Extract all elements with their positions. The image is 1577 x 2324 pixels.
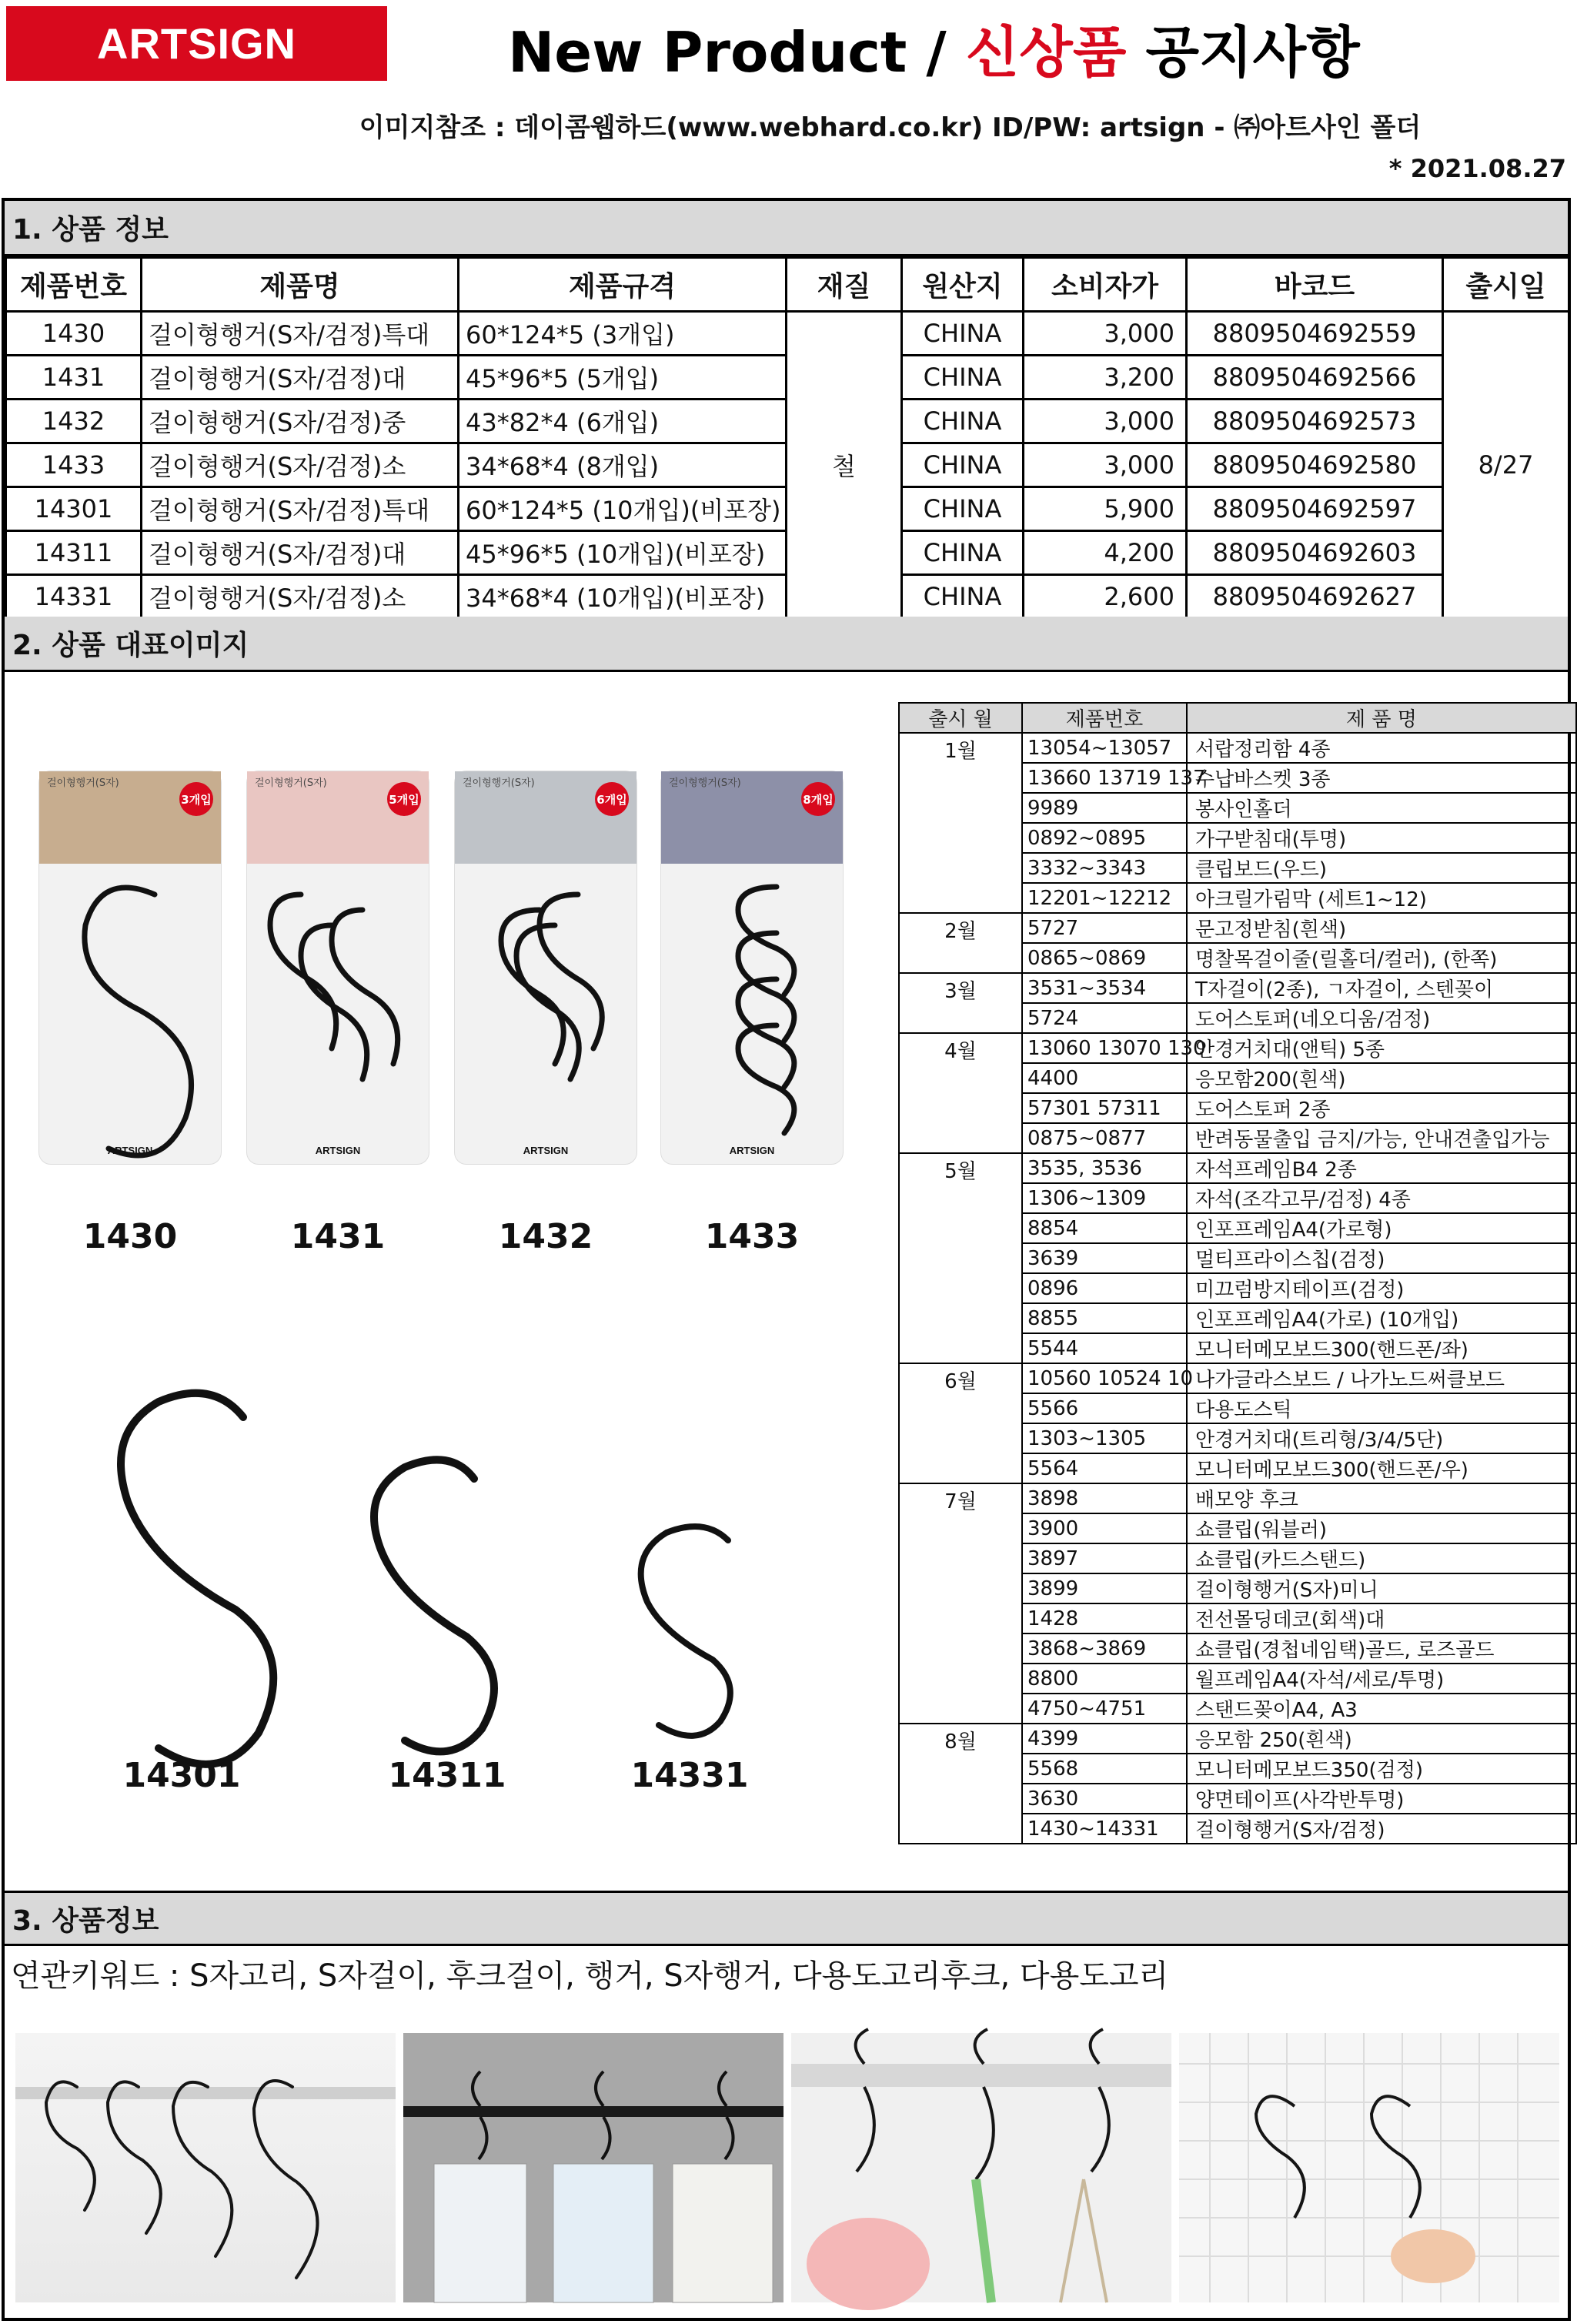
product-table-header-row	[6, 258, 1569, 312]
release-month: 7월	[899, 1483, 1022, 1724]
package-image-1431	[246, 771, 429, 1165]
release-product-name: 서랍정리함 4종	[1187, 733, 1576, 763]
col-header: 제품번호	[6, 258, 142, 312]
s-hook-icon	[605, 1510, 759, 1725]
release-product-number: 1306~1309	[1022, 1183, 1187, 1213]
origin: CHINA	[902, 400, 1024, 443]
s-hook-icon	[39, 864, 222, 1141]
col-header: 재질	[787, 258, 902, 312]
package-photo	[247, 771, 429, 864]
release-product-number: 0892~0895	[1022, 823, 1187, 853]
product-number: 1433	[6, 443, 142, 487]
release-product-number: 5727	[1022, 913, 1187, 943]
release-product-number: 5564	[1022, 1453, 1187, 1483]
barcode: 8809504692566	[1187, 356, 1443, 400]
product-spec: 43*82*4 (6개입)	[459, 400, 787, 443]
release-product-number: 1430~14331	[1022, 1814, 1187, 1844]
origin: CHINA	[902, 356, 1024, 400]
release-product-name: 수납바스켓 3종	[1187, 763, 1576, 793]
release-product-name: 가구받침대(투명)	[1187, 823, 1576, 853]
package-brand: ARTSIGN	[729, 1145, 775, 1156]
loose-code-label: 14301	[122, 1756, 241, 1795]
related-keywords: 연관키워드 : S자고리, S자걸이, 후크걸이, 행거, S자행거, 다용도고리후크, 다용도고리	[11, 1958, 1169, 1994]
package-code-label: 1433	[704, 1217, 800, 1256]
release-month: 4월	[899, 1033, 1022, 1153]
release-product-number: 5724	[1022, 1003, 1187, 1033]
release-month: 3월	[899, 973, 1022, 1033]
release-product-number: 3531~3534	[1022, 973, 1187, 1003]
release-product-name: 다용도스틱	[1187, 1393, 1576, 1423]
s-hook-icon	[661, 864, 844, 1141]
release-month: 8월	[899, 1724, 1022, 1844]
release-product-number: 3900	[1022, 1513, 1187, 1543]
col-header: 소비자가	[1024, 258, 1187, 312]
s-hook-icon	[336, 1433, 520, 1725]
product-name: 걸이형행거(S자/검정)특대	[142, 312, 459, 356]
col-header: 제 품 명	[1187, 703, 1576, 733]
material: 철	[787, 312, 902, 619]
release-product-number: 4400	[1022, 1063, 1187, 1093]
release-product-name: 클립보드(우드)	[1187, 853, 1576, 883]
usage-photo-grid	[1179, 2033, 1559, 2302]
package-photo	[661, 771, 843, 864]
release-product-number: 1303~1305	[1022, 1423, 1187, 1453]
release-month: 1월	[899, 733, 1022, 913]
release-date: 8/27	[1443, 312, 1569, 619]
release-product-number: 3898	[1022, 1483, 1187, 1513]
product-spec: 34*68*4 (10개입)(비포장)	[459, 575, 787, 619]
image-reference-line: 이미지참조 : 데이콤웹하드(www.webhard.co.kr) ID/PW: artsign - ㈜아트사인 폴더	[359, 112, 1422, 143]
release-month: 5월	[899, 1153, 1022, 1363]
release-row	[899, 1724, 1576, 1754]
release-row	[899, 1363, 1576, 1393]
release-product-name: 도어스토퍼 2종	[1187, 1093, 1576, 1123]
release-product-number: 10560 10524 10	[1022, 1363, 1187, 1393]
consumer-price: 3,000	[1024, 312, 1187, 356]
product-name: 걸이형행거(S자/검정)대	[142, 531, 459, 575]
release-product-number: 3868~3869	[1022, 1633, 1187, 1664]
package-brand: ARTSIGN	[315, 1145, 361, 1156]
product-spec: 60*124*5 (3개입)	[459, 312, 787, 356]
consumer-price: 2,600	[1024, 575, 1187, 619]
release-product-name: 쇼클립(워블러)	[1187, 1513, 1576, 1543]
release-product-number: 8855	[1022, 1303, 1187, 1333]
release-month: 6월	[899, 1363, 1022, 1483]
col-header: 바코드	[1187, 258, 1443, 312]
release-product-number: 0896	[1022, 1273, 1187, 1303]
release-product-name: 명찰목걸이줄(릴홀더/컬러), (한쪽)	[1187, 943, 1576, 973]
product-number: 14301	[6, 487, 142, 531]
release-product-number: 8854	[1022, 1213, 1187, 1243]
release-product-number: 5568	[1022, 1754, 1187, 1784]
package-count-badge: 8개입	[801, 782, 835, 816]
release-product-number: 12201~12212	[1022, 883, 1187, 913]
product-spec: 34*68*4 (8개입)	[459, 443, 787, 487]
origin: CHINA	[902, 531, 1024, 575]
release-product-name: 걸이형행거(S자)미니	[1187, 1573, 1576, 1603]
consumer-price: 3,000	[1024, 400, 1187, 443]
s-hook-icon	[247, 864, 430, 1141]
release-product-number: 4399	[1022, 1724, 1187, 1754]
package-code-label: 1432	[498, 1217, 593, 1256]
s-hook-icon	[74, 1371, 305, 1725]
release-product-number: 13060 13070 130	[1022, 1033, 1187, 1063]
product-name: 걸이형행거(S자/검정)대	[142, 356, 459, 400]
col-header: 제품규격	[459, 258, 787, 312]
package-title: 걸이형행거(S자)	[255, 777, 327, 789]
col-header: 원산지	[902, 258, 1024, 312]
col-header: 제품번호	[1022, 703, 1187, 733]
release-product-name: 모니터메모보드350(검정)	[1187, 1754, 1576, 1784]
release-product-name: 자석프레임B4 2종	[1187, 1153, 1576, 1183]
release-row	[899, 973, 1576, 1003]
release-product-name: 응모함 250(흰색)	[1187, 1724, 1576, 1754]
package-code-label: 1430	[82, 1217, 178, 1256]
release-product-name: 문고정받침(흰색)	[1187, 913, 1576, 943]
release-row	[899, 733, 1576, 763]
release-product-name: 안경거치대(앤틱) 5종	[1187, 1033, 1576, 1063]
release-product-name: 안경거치대(트리형/3/4/5단)	[1187, 1423, 1576, 1453]
release-product-name: 쇼클립(카드스탠드)	[1187, 1543, 1576, 1573]
release-product-name: 전선몰딩데코(회색)대	[1187, 1603, 1576, 1633]
origin: CHINA	[902, 443, 1024, 487]
release-product-name: 자석(조각고무/검정) 4종	[1187, 1183, 1576, 1213]
release-product-number: 5566	[1022, 1393, 1187, 1423]
package-code-label: 1431	[290, 1217, 386, 1256]
product-name: 걸이형행거(S자/검정)소	[142, 443, 459, 487]
product-info-table	[5, 256, 1570, 620]
package-count-badge: 3개입	[179, 782, 213, 816]
s-hooks-on-grid-image	[1179, 2033, 1559, 2302]
release-product-number: 13054~13057	[1022, 733, 1187, 763]
package-photo	[455, 771, 636, 864]
release-row	[899, 913, 1576, 943]
section-1-header: 1. 상품 정보	[5, 201, 1568, 256]
release-product-name: 응모함200(흰색)	[1187, 1063, 1576, 1093]
release-product-name: 아크릴가림막 (세트1~12)	[1187, 883, 1576, 913]
package-count-badge: 5개입	[387, 782, 421, 816]
page-title	[0, 8, 1572, 88]
release-product-number: 57301 57311	[1022, 1093, 1187, 1123]
consumer-price: 3,200	[1024, 356, 1187, 400]
product-row	[6, 312, 1569, 356]
product-name: 걸이형행거(S자/검정)소	[142, 575, 459, 619]
barcode: 8809504692573	[1187, 400, 1443, 443]
consumer-price: 3,000	[1024, 443, 1187, 487]
product-number: 1430	[6, 312, 142, 356]
barcode: 8809504692580	[1187, 443, 1443, 487]
product-number: 1431	[6, 356, 142, 400]
origin: CHINA	[902, 487, 1024, 531]
loose-code-label: 14331	[630, 1756, 749, 1795]
usage-photo-rail	[15, 2033, 396, 2302]
release-product-name: 스탠드꽂이A4, A3	[1187, 1694, 1576, 1724]
release-product-name: 모니터메모보드300(핸드폰/우)	[1187, 1453, 1576, 1483]
release-row	[899, 1483, 1576, 1513]
consumer-price: 5,900	[1024, 487, 1187, 531]
s-hooks-hanging-towel-image	[791, 2033, 1171, 2302]
release-row	[899, 1153, 1576, 1183]
release-product-number: 0875~0877	[1022, 1123, 1187, 1153]
barcode: 8809504692627	[1187, 575, 1443, 619]
title-part1: New Product /	[508, 20, 966, 85]
release-product-name: 멀티프라이스칩(검정)	[1187, 1243, 1576, 1273]
release-header-row	[899, 703, 1576, 733]
release-product-number: 1428	[1022, 1603, 1187, 1633]
release-history-table	[898, 702, 1577, 1844]
usage-photo-tags	[403, 2033, 783, 2302]
release-product-name: 인포프레임A4(가로형)	[1187, 1213, 1576, 1243]
package-brand: ARTSIGN	[107, 1145, 153, 1156]
artsign-logo: ARTSIGN	[6, 6, 387, 81]
product-spec: 60*124*5 (10개입)(비포장)	[459, 487, 787, 531]
product-spec: 45*96*5 (10개입)(비포장)	[459, 531, 787, 575]
release-product-number: 3535, 3536	[1022, 1153, 1187, 1183]
release-product-number: 3639	[1022, 1243, 1187, 1273]
barcode: 8809504692603	[1187, 531, 1443, 575]
package-image-1430	[38, 771, 222, 1165]
release-product-number: 3332~3343	[1022, 853, 1187, 883]
release-product-number: 4750~4751	[1022, 1694, 1187, 1724]
product-number: 14311	[6, 531, 142, 575]
package-image-1432	[454, 771, 637, 1165]
product-number: 14331	[6, 575, 142, 619]
col-header: 출시 월	[899, 703, 1022, 733]
release-product-name: 봉사인홀더	[1187, 793, 1576, 823]
release-product-number: 9989	[1022, 793, 1187, 823]
s-hooks-with-tags-image	[403, 2033, 783, 2302]
notice-date: * 2021.08.27	[1388, 154, 1566, 183]
release-product-number: 3899	[1022, 1573, 1187, 1603]
barcode: 8809504692597	[1187, 487, 1443, 531]
section-3-header: 3. 상품정보	[5, 1891, 1568, 1946]
package-title: 걸이형행거(S자)	[47, 777, 119, 789]
loose-code-label: 14311	[388, 1756, 506, 1795]
package-count-badge: 6개입	[595, 782, 629, 816]
release-product-number: 3630	[1022, 1784, 1187, 1814]
release-product-name: 나가글라스보드 / 나가노드써클보드	[1187, 1363, 1576, 1393]
origin: CHINA	[902, 312, 1024, 356]
section-2-header: 2. 상품 대표이미지	[5, 617, 1568, 672]
release-product-name: 도어스토퍼(네오디움/검정)	[1187, 1003, 1576, 1033]
consumer-price: 4,200	[1024, 531, 1187, 575]
title-part2: 공지사항	[1126, 20, 1360, 85]
content-frame	[2, 198, 1571, 2321]
usage-photo-tile	[791, 2033, 1171, 2302]
release-product-number: 13660 13719 137	[1022, 763, 1187, 793]
col-header: 제품명	[142, 258, 459, 312]
package-title: 걸이형행거(S자)	[669, 777, 741, 789]
release-product-name: 배모양 후크	[1187, 1483, 1576, 1513]
product-number: 1432	[6, 400, 142, 443]
title-red: 신상품	[965, 20, 1127, 85]
release-month: 2월	[899, 913, 1022, 973]
package-title: 걸이형행거(S자)	[463, 777, 535, 789]
s-hooks-on-rail-image	[15, 2033, 396, 2302]
col-header: 출시일	[1443, 258, 1569, 312]
release-product-name: 쇼클립(경첩네임택)골드, 로즈골드	[1187, 1633, 1576, 1664]
product-name: 걸이형행거(S자/검정)중	[142, 400, 459, 443]
s-hook-icon	[455, 864, 638, 1141]
release-product-number: 3897	[1022, 1543, 1187, 1573]
release-product-number: 8800	[1022, 1664, 1187, 1694]
product-spec: 45*96*5 (5개입)	[459, 356, 787, 400]
release-product-number: 5544	[1022, 1333, 1187, 1363]
package-image-1433	[660, 771, 844, 1165]
release-product-name: 양면테이프(사각반투명)	[1187, 1784, 1576, 1814]
product-name: 걸이형행거(S자/검정)특대	[142, 487, 459, 531]
release-product-name: 반려동물출입 금지/가능, 안내견출입가능	[1187, 1123, 1576, 1153]
release-product-number: 0865~0869	[1022, 943, 1187, 973]
release-product-name: 미끄럼방지테이프(검정)	[1187, 1273, 1576, 1303]
package-brand: ARTSIGN	[523, 1145, 569, 1156]
origin: CHINA	[902, 575, 1024, 619]
release-product-name: 걸이형행거(S자/검정)	[1187, 1814, 1576, 1844]
release-product-name: 월프레임A4(자석/세로/투명)	[1187, 1664, 1576, 1694]
release-row	[899, 1033, 1576, 1063]
package-photo	[39, 771, 221, 864]
release-product-name: T자걸이(2종), ㄱ자걸이, 스텐꽂이	[1187, 973, 1576, 1003]
barcode: 8809504692559	[1187, 312, 1443, 356]
release-product-name: 모니터메모보드300(핸드폰/좌)	[1187, 1333, 1576, 1363]
release-product-name: 인포프레임A4(가로) (10개입)	[1187, 1303, 1576, 1333]
